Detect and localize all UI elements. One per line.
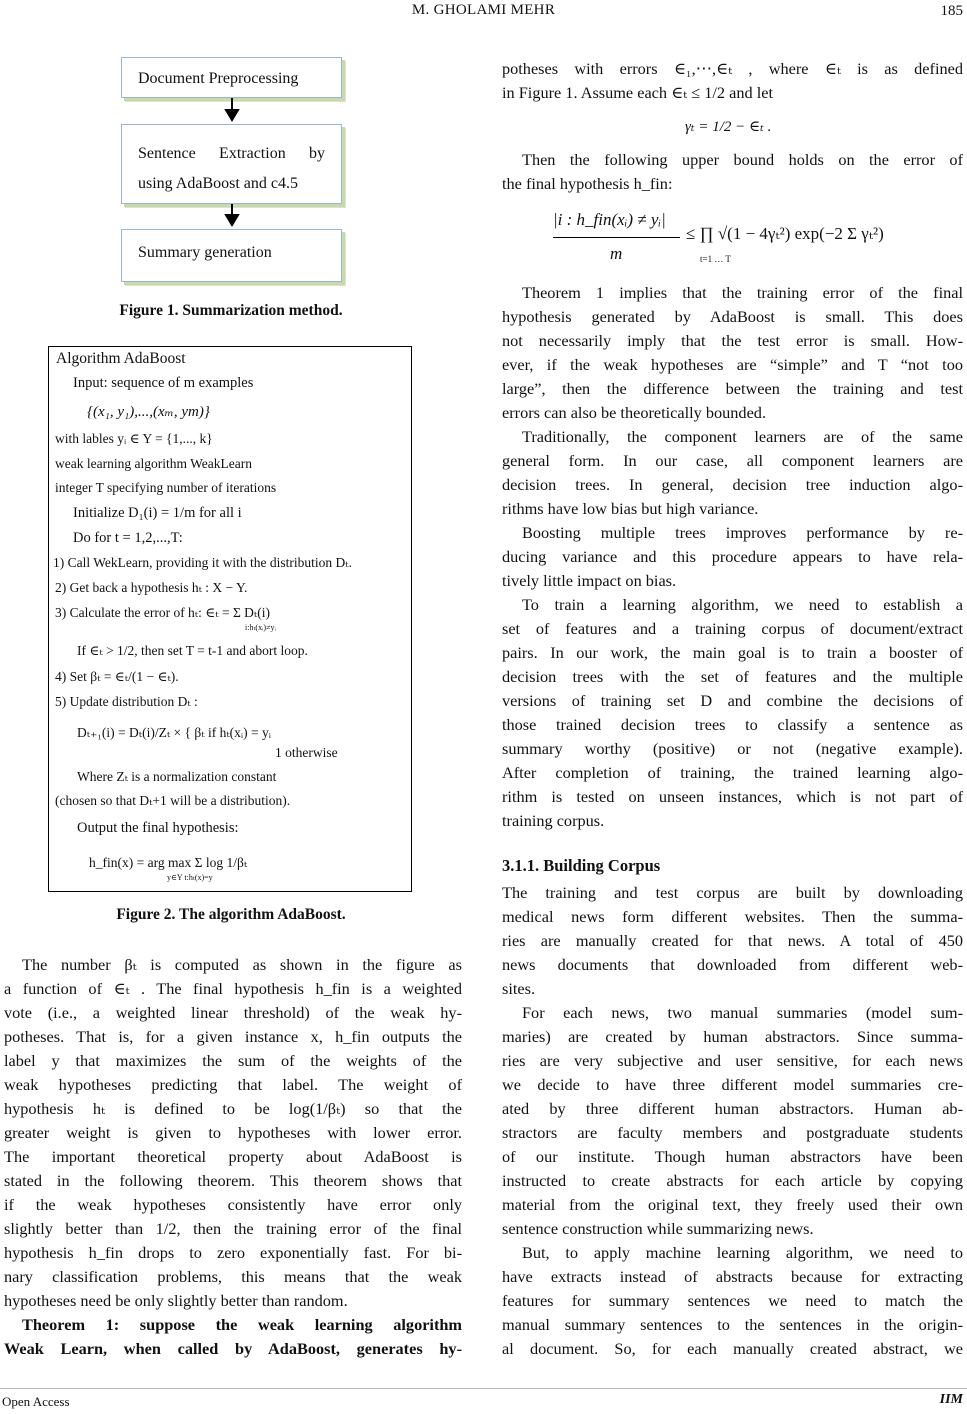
text-line: not necessarily imply that the test error is small. How-: [502, 331, 963, 350]
text-line: stractors are faculty members and postgraduate students: [502, 1123, 963, 1142]
bound-numerator: |i : h_fin(xᵢ) ≠ yᵢ|: [553, 210, 666, 229]
text-line: general form. In our case, all component learners are: [502, 451, 963, 470]
text-line: ries are manually created for that news. A total of 450: [502, 931, 963, 950]
text-line: But, to apply machine learning algorithm, we need to: [522, 1243, 963, 1262]
fraction-bar: [553, 237, 680, 238]
algorithm-line: Initialize D₁(i) = 1/m for all i: [73, 505, 242, 521]
text-line: versions of training set D and combine the decisions of: [502, 691, 963, 710]
flowchart-word: Sentence: [138, 145, 196, 162]
footer-rule: [0, 1388, 967, 1389]
algorithm-box: [48, 346, 412, 892]
text-line: set of features and a training corpus of document/extract: [502, 619, 963, 638]
text-line: To train a learning algorithm, we need to establish a: [522, 595, 963, 614]
bound-rhs: ≤ ∏ √(1 − 4γₜ²) exp(−2 Σ γₜ²): [686, 224, 884, 243]
text-line: sites.: [502, 979, 536, 998]
text-line: sentence construction while summarizing news.: [502, 1219, 814, 1238]
text-line: hypothesis generated by AdaBoost is small. This does: [502, 307, 963, 326]
corpus-paragraph-2: [502, 1001, 963, 1241]
text-line: errors can also be theoretically bounded.: [502, 403, 767, 422]
text-line: After completion of training, the trained learning algo-: [502, 763, 963, 782]
algorithm-line: Output the final hypothesis:: [77, 820, 239, 836]
text-line: rithms have low bias but high variance.: [502, 499, 759, 518]
text-line: Theorem 1: suppose the weak learning algorithm: [22, 1315, 462, 1334]
algorithm-line: (chosen so that Dₜ+1 will be a distribution).: [55, 793, 291, 808]
text-line: decision trees with the set of features and the multiple: [502, 667, 963, 686]
text-line: ated by three different human abstractors. Human ab-: [502, 1099, 963, 1118]
text-line: the final hypothesis h_fin:: [502, 174, 673, 193]
figure1-caption: Figure 1. Summarization method.: [119, 302, 343, 319]
right-paragraph-4: [502, 593, 963, 833]
flowchart-word: Extraction: [219, 145, 286, 162]
text-line: decision trees. In general, decision tree induction algo-: [502, 475, 963, 494]
figure2-caption: Figure 2. The algorithm AdaBoost.: [116, 906, 346, 923]
text-line: instructed to create abstracts for each article by copying: [502, 1171, 963, 1190]
running-header-author: M. GHOLAMI MEHR: [411, 2, 556, 18]
page-number: 185: [940, 3, 963, 19]
text-line: ries are very subjective and user sensitive, for each news: [502, 1051, 963, 1070]
text-line: ever, if the weak hypotheses are “simple” and T “not too: [502, 355, 963, 374]
flowchart-word: by: [308, 145, 325, 162]
text-line: large”, then the difference between the training and test: [502, 379, 963, 398]
gamma-equation: γₜ = 1/2 − ∈ₜ .: [685, 119, 772, 135]
text-line: summary worthy (positive) or not (negative example).: [502, 739, 963, 758]
text-line: vote (i.e., a weighted linear threshold) of the weak hy-: [4, 1003, 462, 1022]
text-line: if the weak hypotheses consistently have error only: [4, 1195, 462, 1214]
bound-denominator: m: [610, 244, 623, 263]
flowchart-box-label: Document Preprocessing: [138, 70, 299, 87]
theorem-paragraph: [4, 1313, 462, 1361]
text-line: tively little impact on bias.: [502, 571, 677, 590]
algorithm-line: If ∈ₜ > 1/2, then set T = t-1 and abort loop.: [77, 643, 308, 658]
text-line: Weak Learn, when called by AdaBoost, generates hy-: [4, 1339, 462, 1358]
text-line: manual summary sentences to the sentences in the origin-: [502, 1315, 963, 1334]
algorithm-line: Do for t = 1,2,...,T:: [73, 530, 183, 546]
flowchart-box-label: Summary generation: [138, 244, 272, 261]
text-line: hypothesis hₜ is defined to be log(1/βₜ) so that the: [4, 1099, 462, 1118]
right-paragraph-3: [502, 521, 963, 593]
text-line: maries) are created by human abstractors. Since summa-: [502, 1027, 963, 1046]
text-line: hypotheses need be only slightly better than random.: [4, 1291, 348, 1310]
text-line: Boosting multiple trees improves performance by re-: [522, 523, 963, 542]
text-line: label y that maximizes the sum of the weights of the: [4, 1051, 462, 1070]
text-line: weak hypotheses predicting that label. The weight of: [4, 1075, 462, 1094]
right-paragraph-1: [502, 281, 963, 425]
left-paragraph-1: [4, 953, 462, 1313]
text-line: have extracts instead of abstracts because for extracting: [502, 1267, 963, 1286]
right-intro: [502, 57, 963, 105]
algorithm-line: h_fin(x) = arg max Σ log 1/βₜ: [89, 855, 248, 870]
text-line: medical news form different websites. Then the summa-: [502, 907, 963, 926]
text-line: Then the following upper bound holds on the error of: [522, 150, 963, 169]
algorithm-line: integer T specifying number of iterations: [55, 480, 277, 495]
algorithm-line: Dₜ₊₁(i) = Dₜ(i)/Zₜ × { βₜ if hₜ(xᵢ) = yᵢ: [77, 725, 271, 740]
text-line: news documents that downloaded from different web-: [502, 955, 963, 974]
footer-journal: IIM: [939, 1392, 963, 1407]
text-line: training corpus.: [502, 811, 605, 830]
arrow-2-head: [226, 215, 238, 225]
section-heading: 3.1.1. Building Corpus: [502, 856, 661, 875]
algorithm-line: 1) Call WekLearn, providing it with the distribution Dₜ.: [53, 555, 352, 570]
algorithm-line: weak learning algorithm WeakLearn: [55, 456, 252, 471]
text-line: Traditionally, the component learners are of the same: [522, 427, 963, 446]
algorithm-title: Algorithm AdaBoost: [56, 350, 186, 367]
text-line: slightly better than 1/2, then the training error of the final: [4, 1219, 462, 1238]
flowchart-box-line: using AdaBoost and c4.5: [138, 175, 298, 192]
algorithm-line: 5) Update distribution Dₜ :: [55, 694, 198, 709]
text-line: greater weight is given to hypotheses with lower error.: [4, 1123, 462, 1142]
algorithm-line: 1 otherwise: [275, 745, 338, 760]
text-line: nary classification problems, this means that the weak: [4, 1267, 462, 1286]
algorithm-line: 4) Set βₜ = ∈ₜ/(1 − ∈ₜ).: [55, 669, 179, 684]
corpus-paragraph-3: [502, 1241, 963, 1361]
text-line: Theorem 1 implies that the training error of the final: [522, 283, 963, 302]
right-bound-intro: [502, 148, 963, 196]
algorithm-line: 2) Get back a hypothesis hₜ : X − Y.: [55, 580, 248, 595]
text-line: features for summary sentences we need to match the: [502, 1291, 963, 1310]
corpus-paragraph-1: [502, 881, 963, 1001]
text-line: a function of ∈ₜ . The final hypothesis h_fin is a weighted: [4, 979, 462, 998]
bound-limits: t=1 … T: [700, 254, 731, 264]
text-line: The important theoretical property about AdaBoost is: [4, 1147, 462, 1166]
text-line: potheses with errors ∈₁,⋯,∈ₜ , where ∈ₜ is as defined: [502, 59, 963, 78]
algorithm-line: 3) Calculate the error of hₜ: ∈ₜ = Σ Dₜ(i): [55, 605, 271, 620]
text-line: of our institute. Though human abstractors have been: [502, 1147, 963, 1166]
algorithm-line: {(x₁, y₁),...,(xₘ, ym)}: [87, 404, 210, 420]
text-line: stated in the following theorem. This theorem shows that: [4, 1171, 462, 1190]
text-line: those trained decision trees to classify a sentence as: [502, 715, 963, 734]
text-line: pairs. In our work, the main goal is to train a booster of: [502, 643, 963, 662]
footer-open-access: Open Access: [2, 1394, 70, 1409]
text-line: rithm is tested on unseen instances, which is not part of: [502, 787, 963, 806]
text-line: The training and test corpus are built by downloading: [502, 883, 963, 902]
algorithm-line: Input: sequence of m examples: [73, 375, 254, 391]
text-line: hypothesis h_fin drops to zero exponentially fast. For bi-: [4, 1243, 462, 1262]
text-line: material from the original text, they freely used their own: [502, 1195, 963, 1214]
text-line: The number βₜ is computed as shown in the figure as: [22, 955, 462, 974]
algorithm-subscript: i:hₜ(xᵢ)≠yᵢ: [245, 623, 276, 632]
algorithm-subscript: y∈Y t:hₜ(x)=y: [167, 873, 213, 882]
algorithm-line: with lables yᵢ ∈ Y = {1,..., k}: [55, 431, 213, 446]
text-line: al document. So, for each manually created abstract, we: [502, 1339, 963, 1358]
flowchart-arrows: [0, 0, 480, 300]
text-line: potheses. That is, for a given instance x, h_fin outputs the: [4, 1027, 462, 1046]
text-line: in Figure 1. Assume each ∈ₜ ≤ 1/2 and let: [502, 83, 773, 102]
text-line: ducing variance and this procedure appears to have rela-: [502, 547, 963, 566]
algorithm-line: Where Zₜ is a normalization constant: [77, 769, 277, 784]
right-paragraph-2: [502, 425, 963, 521]
arrow-1-head: [226, 110, 238, 120]
text-line: For each news, two manual summaries (model sum-: [522, 1003, 963, 1022]
text-line: we decide to have three different model summaries cre-: [502, 1075, 963, 1094]
